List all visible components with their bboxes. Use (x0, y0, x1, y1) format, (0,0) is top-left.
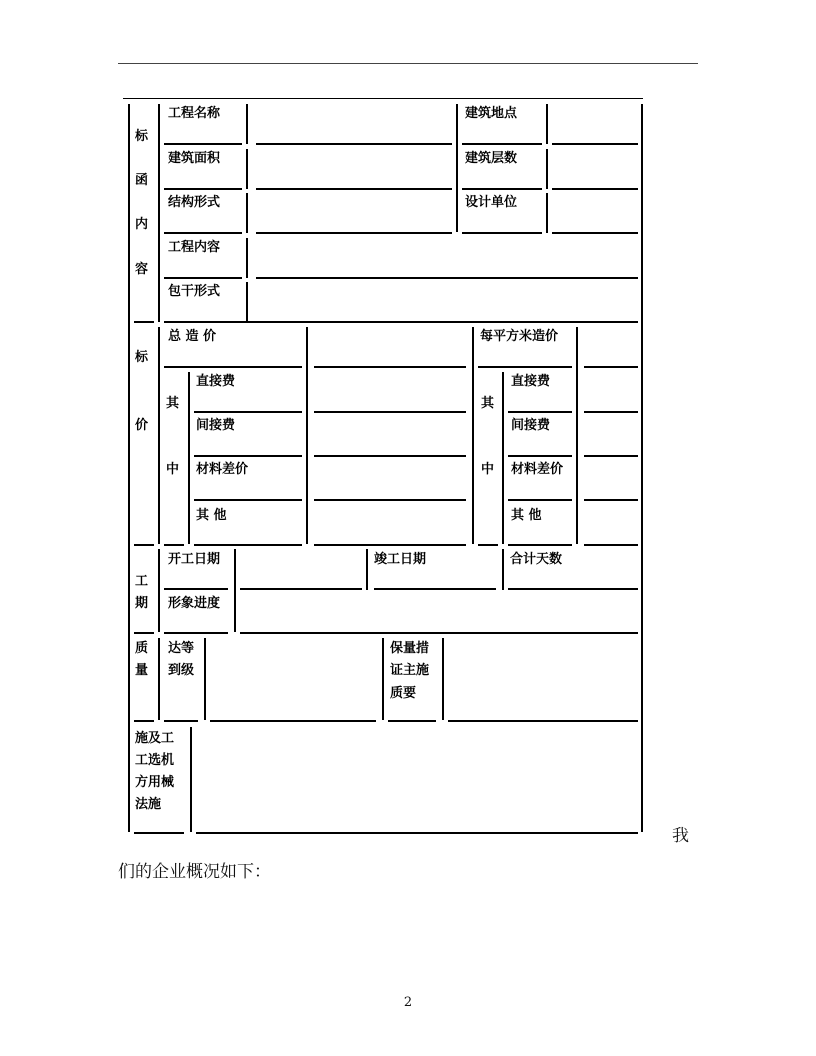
label-project-name: 工程名称 (168, 106, 221, 121)
label-zhong-left: 中 (166, 462, 180, 477)
label-floors: 建筑层数 (465, 151, 518, 166)
form-vertical-rule (472, 327, 474, 544)
form-vertical-rule (128, 104, 130, 832)
label-other-left: 其 他 (196, 508, 227, 523)
section-label-qi: 期 (135, 596, 149, 611)
form-vertical-rule (234, 549, 236, 632)
label-measure-3: 质要 (390, 686, 417, 701)
form-underline-rule (552, 143, 638, 145)
form-underline-rule (210, 720, 376, 722)
label-indirect-fee-right: 间接费 (511, 418, 551, 433)
form-underline-rule (314, 499, 466, 501)
form-underline-rule (256, 277, 638, 279)
form-underline-rule (164, 720, 198, 722)
form-vertical-rule (306, 327, 308, 544)
form-vertical-rule (246, 282, 248, 322)
form-vertical-rule (546, 104, 548, 144)
label-measure-2: 证主施 (390, 663, 430, 678)
form-underline-rule (164, 588, 228, 590)
label-build-area: 建筑面积 (168, 151, 221, 166)
form-underline-rule (508, 588, 638, 590)
form-underline-rule (256, 232, 452, 234)
form-vertical-rule (158, 104, 160, 322)
section-label-rong: 容 (135, 262, 149, 277)
form-underline-rule (314, 544, 466, 546)
form-vertical-rule (158, 549, 160, 632)
form-vertical-rule (204, 638, 206, 720)
label-direct-fee-left: 直接费 (196, 374, 236, 389)
form-vertical-rule (502, 372, 504, 544)
form-underline-rule (164, 232, 242, 234)
label-contract-form: 包干形式 (168, 284, 221, 299)
label-zhong-right: 中 (481, 462, 495, 477)
form-underline-rule (240, 632, 638, 634)
label-construction-1: 施及工 (135, 731, 175, 746)
form-vertical-rule (382, 638, 384, 720)
label-measure-1: 保量措 (390, 641, 430, 656)
form-underline-rule (462, 188, 542, 190)
label-qi-left: 其 (166, 396, 180, 411)
label-finish-date: 竣工日期 (374, 552, 427, 567)
form-underline-rule (508, 499, 572, 501)
form-underline-rule (240, 588, 362, 590)
form-underline-rule (194, 411, 302, 413)
label-material-diff-right: 材料差价 (511, 462, 564, 477)
label-material-diff-left: 材料差价 (196, 462, 249, 477)
form-underline-rule (164, 143, 242, 145)
form-underline-rule (478, 544, 498, 546)
section-label-biao: 标 (135, 129, 149, 144)
form-underline-rule (462, 143, 542, 145)
form-vertical-rule (442, 638, 444, 720)
form-underline-rule (134, 321, 154, 323)
label-grade-1: 达等 (168, 641, 195, 656)
form-underline-rule (508, 544, 572, 546)
form-underline-rule (388, 720, 436, 722)
section-label-zhi: 质 (135, 641, 149, 656)
form-underline-rule (448, 720, 638, 722)
form-vertical-rule (246, 149, 248, 189)
label-construction-4: 法施 (135, 797, 162, 812)
form-underline-rule (374, 588, 496, 590)
form-underline-rule (194, 455, 302, 457)
form-vertical-rule (546, 193, 548, 233)
form-underline-rule (584, 411, 638, 413)
trailing-character: 我 (672, 826, 689, 846)
label-structure: 结构形式 (168, 195, 221, 210)
form-vertical-rule (188, 372, 190, 544)
form-underline-rule (164, 277, 242, 279)
form-underline-rule (194, 499, 302, 501)
section-label-biao2: 标 (135, 350, 149, 365)
form-underline-rule (508, 455, 572, 457)
form-underline-rule (164, 321, 638, 323)
label-total-days: 合计天数 (510, 552, 563, 567)
form-underline-rule (256, 143, 452, 145)
label-qi-right: 其 (481, 396, 495, 411)
label-construction-3: 方用械 (135, 775, 175, 790)
label-progress: 形象进度 (168, 596, 221, 611)
form-underline-rule (478, 366, 572, 368)
form-underline-rule (164, 544, 184, 546)
form-underline-rule (194, 544, 302, 546)
form-vertical-rule (158, 327, 160, 544)
form-vertical-rule (158, 638, 160, 720)
form-underline-rule (584, 544, 638, 546)
form-underline-rule (552, 232, 638, 234)
form-underline-rule (164, 632, 228, 634)
body-paragraph: 们的企业概况如下： (118, 862, 271, 882)
form-vertical-rule (366, 549, 368, 590)
label-other-right: 其 他 (511, 508, 542, 523)
label-indirect-fee-left: 间接费 (196, 418, 236, 433)
section-label-liang: 量 (135, 663, 149, 678)
section-label-gong: 工 (135, 574, 149, 589)
form-vertical-rule (246, 238, 248, 278)
label-project-content: 工程内容 (168, 240, 221, 255)
form-underline-rule (314, 366, 466, 368)
label-start-date: 开工日期 (168, 552, 221, 567)
form-top-border (123, 98, 643, 99)
form-underline-rule (584, 366, 638, 368)
label-per-sqm-cost: 每平方米造价 (480, 329, 559, 344)
form-underline-rule (164, 366, 302, 368)
form-underline-rule (134, 832, 184, 834)
label-total-cost: 总 造 价 (168, 329, 217, 344)
section-label-han: 函 (135, 173, 149, 188)
form-vertical-rule (546, 149, 548, 189)
form-underline-rule (196, 832, 638, 834)
label-build-location: 建筑地点 (465, 106, 518, 121)
form-underline-rule (584, 499, 638, 501)
label-grade-2: 到级 (168, 663, 195, 678)
header-rule (118, 63, 698, 64)
page-number: 2 (403, 995, 413, 1010)
section-label-jia: 价 (135, 418, 149, 433)
form-vertical-rule (190, 727, 192, 832)
label-construction-2: 工选机 (135, 753, 175, 768)
form-underline-rule (134, 544, 154, 546)
form-vertical-rule (576, 327, 578, 544)
form-underline-rule (134, 632, 154, 634)
section-label-nei: 内 (135, 217, 149, 232)
form-underline-rule (552, 188, 638, 190)
label-direct-fee-right: 直接费 (511, 374, 551, 389)
form-vertical-rule (641, 104, 643, 832)
label-design-unit: 设计单位 (465, 195, 518, 210)
form-underline-rule (462, 232, 542, 234)
form-underline-rule (314, 455, 466, 457)
form-underline-rule (508, 411, 572, 413)
form-underline-rule (164, 188, 242, 190)
form-vertical-rule (246, 193, 248, 233)
form-underline-rule (314, 411, 466, 413)
form-vertical-rule (246, 104, 248, 144)
form-vertical-rule (456, 104, 458, 232)
form-underline-rule (134, 720, 154, 722)
form-vertical-rule (502, 549, 504, 590)
form-underline-rule (256, 188, 452, 190)
form-underline-rule (584, 455, 638, 457)
